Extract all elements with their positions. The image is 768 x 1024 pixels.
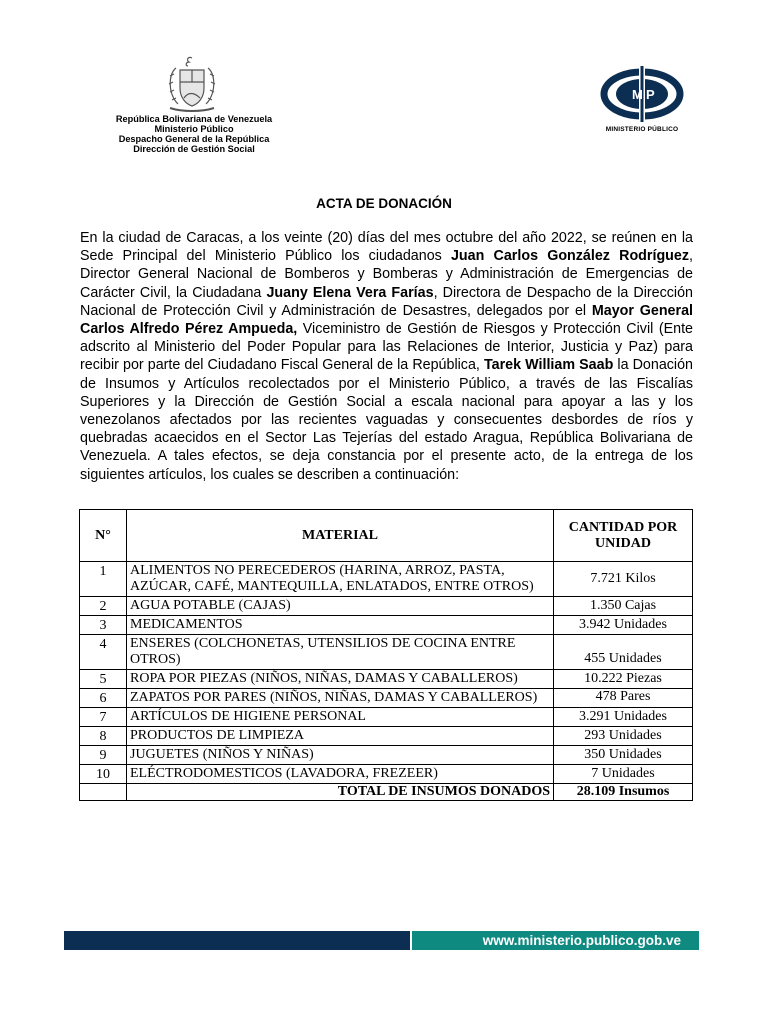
body-text-run: , Director General Nacional de Bomberos y Bomberas y Administración de Emergencias de Carácter Civil, la Ciudadana [80, 248, 694, 301]
table-row [80, 765, 693, 784]
row-quantity: 3.291 Unidades [554, 708, 693, 727]
row-number: 6 [80, 689, 127, 708]
document-body-paragraph [80, 229, 693, 484]
venezuela-coat-of-arms-icon [160, 54, 224, 114]
header-line-direction: Dirección de Gestión Social [133, 144, 255, 154]
table-row [80, 597, 693, 616]
row-number: 3 [80, 616, 127, 635]
row-material: ENSERES (COLCHONETAS, UTENSILIOS DE COCINA ENTRE OTROS) [127, 635, 554, 670]
row-material: JUGUETES (NIÑOS Y NIÑAS) [127, 746, 554, 765]
total-quantity: 28.109 Insumos [554, 784, 693, 801]
total-label: TOTAL DE INSUMOS DONADOS [127, 784, 554, 801]
table-row [80, 746, 693, 765]
header-line-republic: República Bolivariana de Venezuela [115, 114, 273, 124]
row-material: ALIMENTOS NO PERECEDEROS (HARINA, ARROZ, PASTA, AZÚCAR, CAFÉ, MANTEQUILLA, ENLATADOS, ENTRE OTROS) [127, 562, 554, 597]
body-text-run: Viceministro de Gestión de Riesgos y Protección Civil (Ente adscrito al Ministerio del Poder Popular para las Relaciones de Interior, Justicia y Paz) para recibir por parte del Ciudadano Fiscal General de la República, [80, 321, 693, 374]
footer-website-link[interactable]: www.ministerio.publico.gob.ve [412, 931, 699, 950]
total-empty-cell [80, 784, 127, 801]
body-bold-name: Juany Elena Vera Farías [266, 284, 434, 301]
donation-items-table [79, 509, 693, 801]
header-quantity: CANTIDAD POR UNIDAD [554, 510, 693, 562]
row-number: 1 [80, 562, 127, 597]
row-material: ELÉCTRODOMESTICOS (LAVADORA, FREZEER) [127, 765, 554, 784]
row-material: ROPA POR PIEZAS (NIÑOS, NIÑAS, DAMAS Y CABALLEROS) [127, 670, 554, 689]
body-text-run: la Donación de Insumos y Artículos recolectados por el Ministerio Público, a través de las Fiscalías Superiores y la Dirección de Gestión Social a escala nacional para apoyar a las y los venezolanos afectados por las recientes vaguadas y consecuentes desbordes de ríos y quebradas acaecidos en el Sector Las Tejerías del estado Aragua, República Bolivariana de Venezuela. A tales efectos, se deja constancia por el presente acto, de la entrega de los siguientes artículos, los cuales se describen a continuación: [80, 357, 693, 483]
logo-caption: MINISTERIO PÚBLICO [605, 126, 679, 133]
table-total-row [80, 784, 693, 801]
row-quantity: 293 Unidades [554, 727, 693, 746]
body-bold-name: Juan Carlos González Rodríguez [450, 248, 690, 265]
row-quantity: 1.350 Cajas [554, 597, 693, 616]
row-quantity: 7 Unidades [554, 765, 693, 784]
row-quantity: 455 Unidades [554, 635, 693, 670]
table-row [80, 670, 693, 689]
row-number: 7 [80, 708, 127, 727]
row-quantity: 7.721 Kilos [554, 562, 693, 597]
row-quantity: 10.222 Piezas [554, 670, 693, 689]
body-bold-name: Tarek William Saab [483, 357, 614, 374]
row-quantity: 478 Pares [554, 689, 693, 708]
row-number: 5 [80, 670, 127, 689]
table-row [80, 562, 693, 597]
body-text-run: En la ciudad de Caracas, a los veinte (20) días del mes octubre del año 2022, se reúnen en la Sede Principal del Ministerio Público los ciudadanos [80, 230, 693, 265]
row-quantity: 3.942 Unidades [554, 616, 693, 635]
footer-bar [64, 931, 699, 950]
table-row [80, 689, 693, 708]
row-material: MEDICAMENTOS [127, 616, 554, 635]
table-row [80, 616, 693, 635]
row-material: PRODUCTOS DE LIMPIEZA [127, 727, 554, 746]
table-header-row [80, 510, 693, 562]
header-material: MATERIAL [127, 510, 554, 562]
row-number: 2 [80, 597, 127, 616]
row-number: 9 [80, 746, 127, 765]
body-text-run: , Directora de Despacho de la Dirección Nacional de Protección Civil y Administración de Desastres, delegados por el [80, 284, 693, 319]
svg-text:P: P [646, 87, 655, 102]
row-quantity: 350 Unidades [554, 746, 693, 765]
header-line-office: Despacho General de la República [118, 134, 270, 144]
row-number: 8 [80, 727, 127, 746]
table-row [80, 708, 693, 727]
footer-navy-band [64, 931, 410, 950]
header-line-ministry: Ministerio Público [154, 124, 234, 134]
row-number: 10 [80, 765, 127, 784]
row-material: AGUA POTABLE (CAJAS) [127, 597, 554, 616]
row-number: 4 [80, 635, 127, 670]
row-material: ARTÍCULOS DE HIGIENE PERSONAL [127, 708, 554, 727]
body-bold-name: Mayor General Carlos Alfredo Pérez Ampueda, [80, 302, 693, 338]
table-row [80, 635, 693, 670]
header-institution-lines [96, 114, 292, 154]
header-number: N° [80, 510, 127, 562]
table-row [80, 727, 693, 746]
svg-text:M: M [632, 87, 643, 102]
document-title: ACTA DE DONACIÓN [316, 196, 452, 211]
row-material: ZAPATOS POR PARES (NIÑOS, NIÑAS, DAMAS Y CABALLEROS) [127, 689, 554, 708]
